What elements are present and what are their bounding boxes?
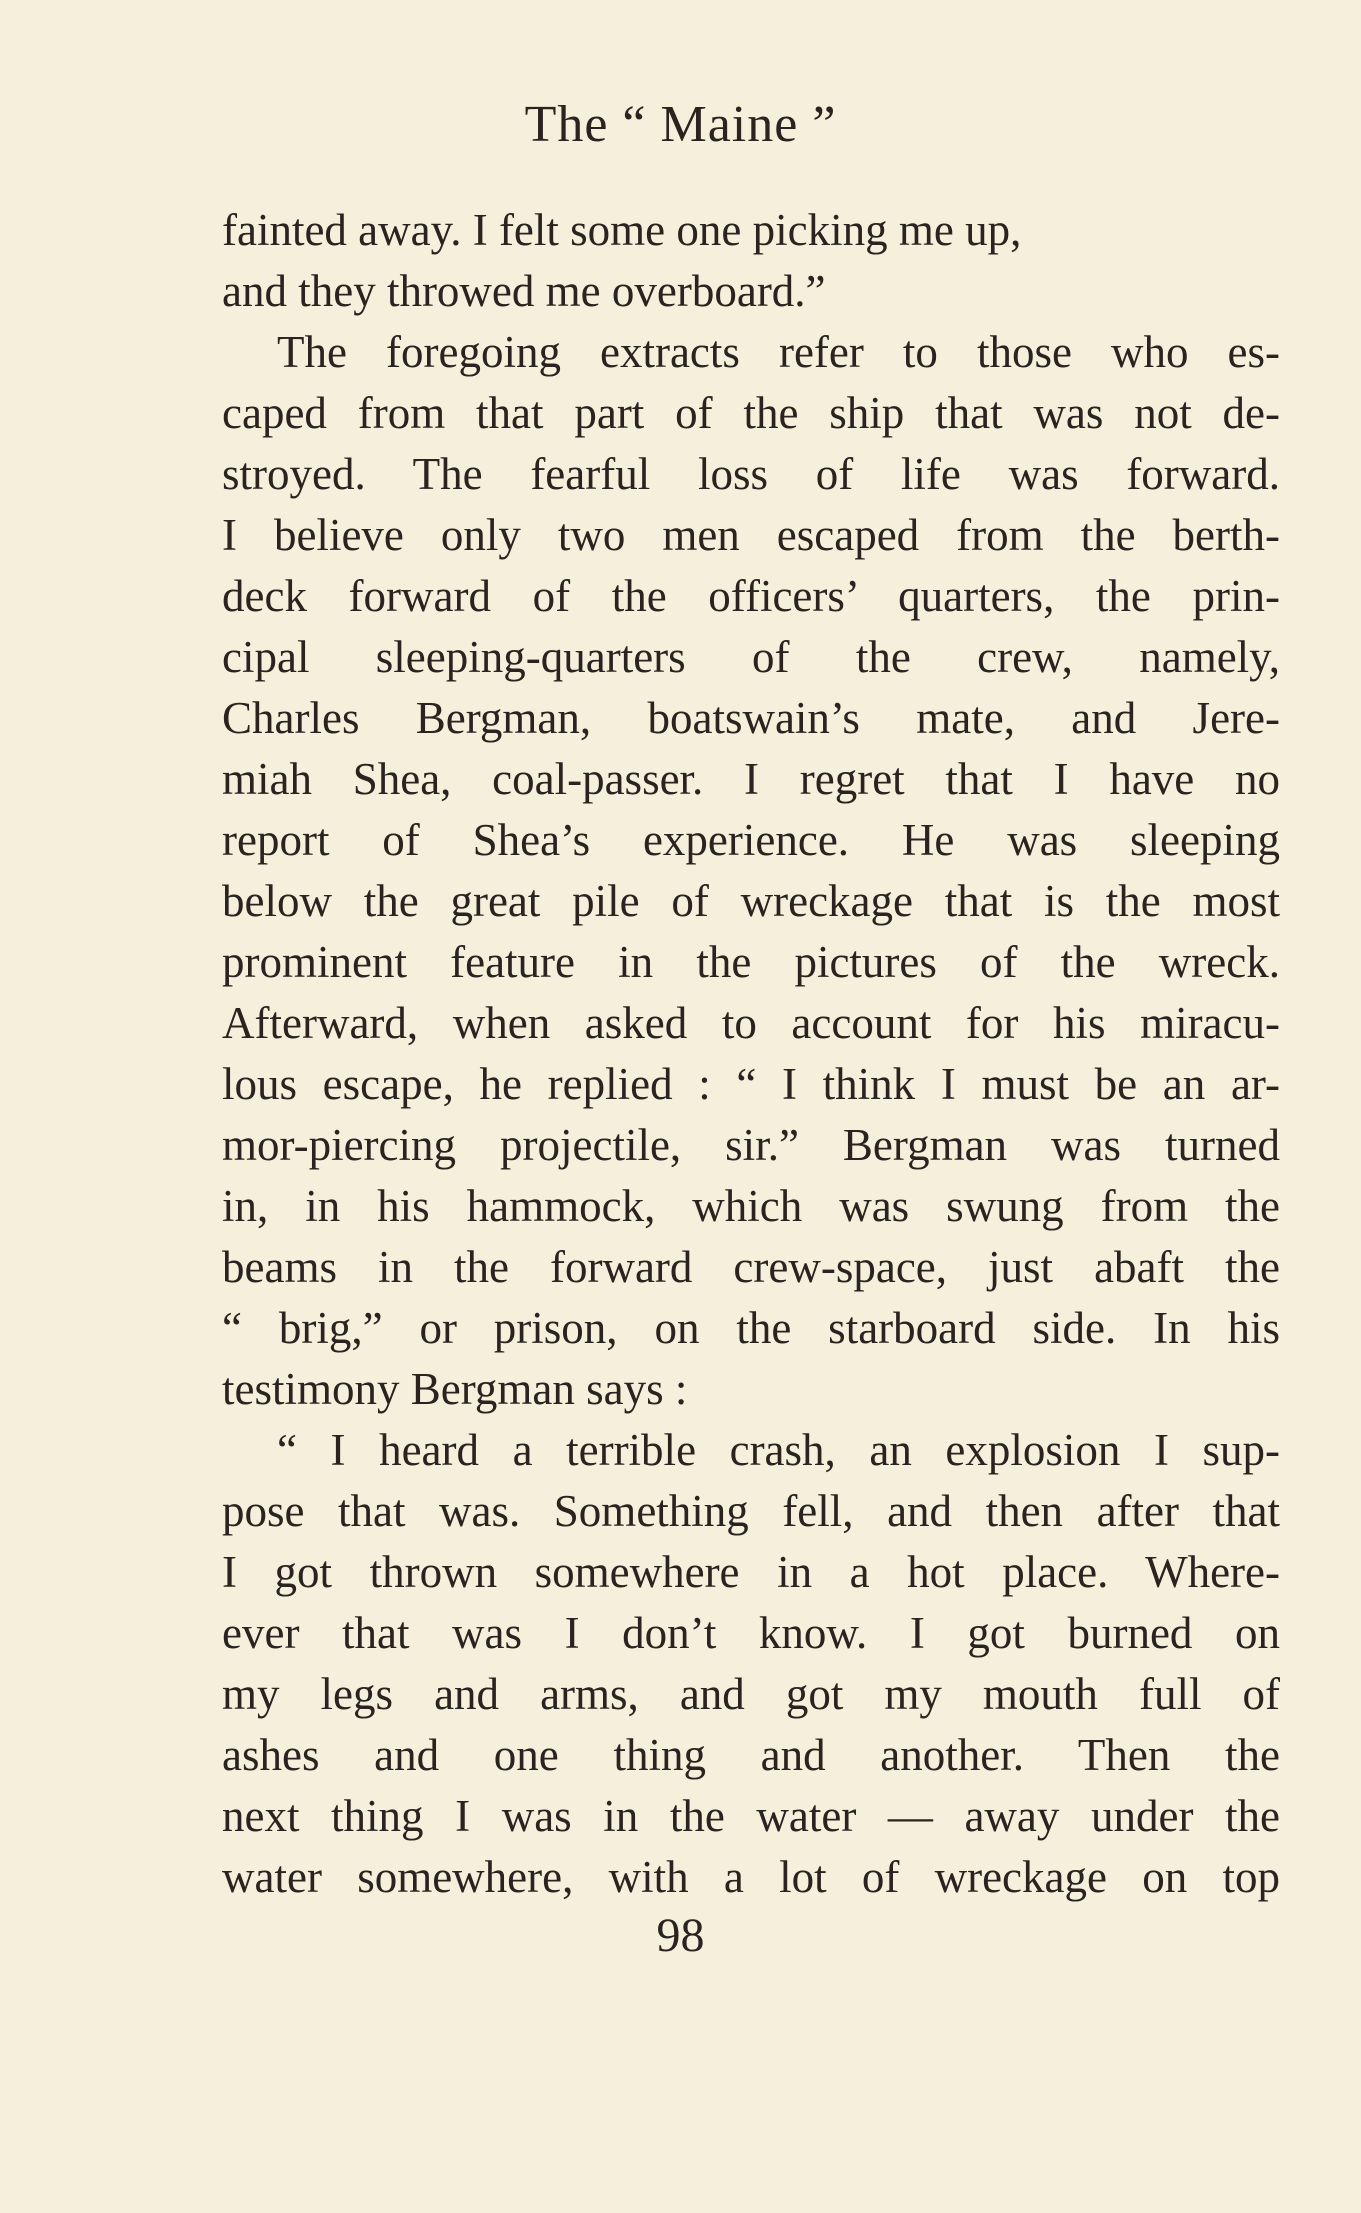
text-line: ashes and one thing and another. Then the <box>222 1730 1280 1780</box>
text-line: and they throwed me overboard.” <box>222 266 826 316</box>
text-line: in, in his hammock, which was swung from the <box>222 1181 1280 1231</box>
body-text <box>222 200 1280 1908</box>
text-line: Charles Bergman, boatswain’s mate, and Jere- <box>222 693 1280 743</box>
text-line: below the great pile of wreckage that is the most <box>222 876 1280 926</box>
text-line: water somewhere, with a lot of wreckage on top <box>222 1852 1280 1902</box>
text-line: next thing I was in the water — away under the <box>222 1791 1280 1841</box>
text-line: ever that was I don’t know. I got burned on <box>222 1608 1280 1658</box>
text-line: miah Shea, coal-passer. I regret that I have no <box>222 754 1280 804</box>
text-line: Afterward, when asked to account for his miracu- <box>222 998 1280 1048</box>
text-line: prominent feature in the pictures of the wreck. <box>222 937 1280 987</box>
text-line: caped from that part of the ship that was not de- <box>222 388 1280 438</box>
text-line: beams in the forward crew-space, just abaft the <box>222 1242 1280 1292</box>
page-number: 98 <box>656 1909 705 1962</box>
text-line: mor-piercing projectile, sir.” Bergman was turned <box>222 1120 1280 1170</box>
text-line: fainted away. I felt some one picking me up, <box>222 205 1022 255</box>
text-line: “ brig,” or prison, on the starboard side. In his <box>222 1303 1280 1353</box>
text-line: lous escape, he replied : “ I think I must be an ar- <box>222 1059 1280 1109</box>
text-line: cipal sleeping-quarters of the crew, namely, <box>222 632 1280 682</box>
text-line: testimony Bergman says : <box>222 1364 688 1414</box>
text-line: The foregoing extracts refer to those who es- <box>277 327 1280 377</box>
text-line: report of Shea’s experience. He was sleeping <box>222 815 1280 865</box>
text-line: I got thrown somewhere in a hot place. Where- <box>222 1547 1280 1597</box>
text-line: I believe only two men escaped from the berth- <box>222 510 1280 560</box>
text-line: deck forward of the officers’ quarters, the prin- <box>222 571 1280 621</box>
text-line: pose that was. Something fell, and then after that <box>222 1486 1280 1536</box>
running-title: The “ Maine ” <box>524 96 837 153</box>
text-line: “ I heard a terrible crash, an explosion I sup- <box>277 1425 1280 1475</box>
text-line: my legs and arms, and got my mouth full of <box>222 1669 1280 1719</box>
text-line: stroyed. The fearful loss of life was forward. <box>222 449 1280 499</box>
